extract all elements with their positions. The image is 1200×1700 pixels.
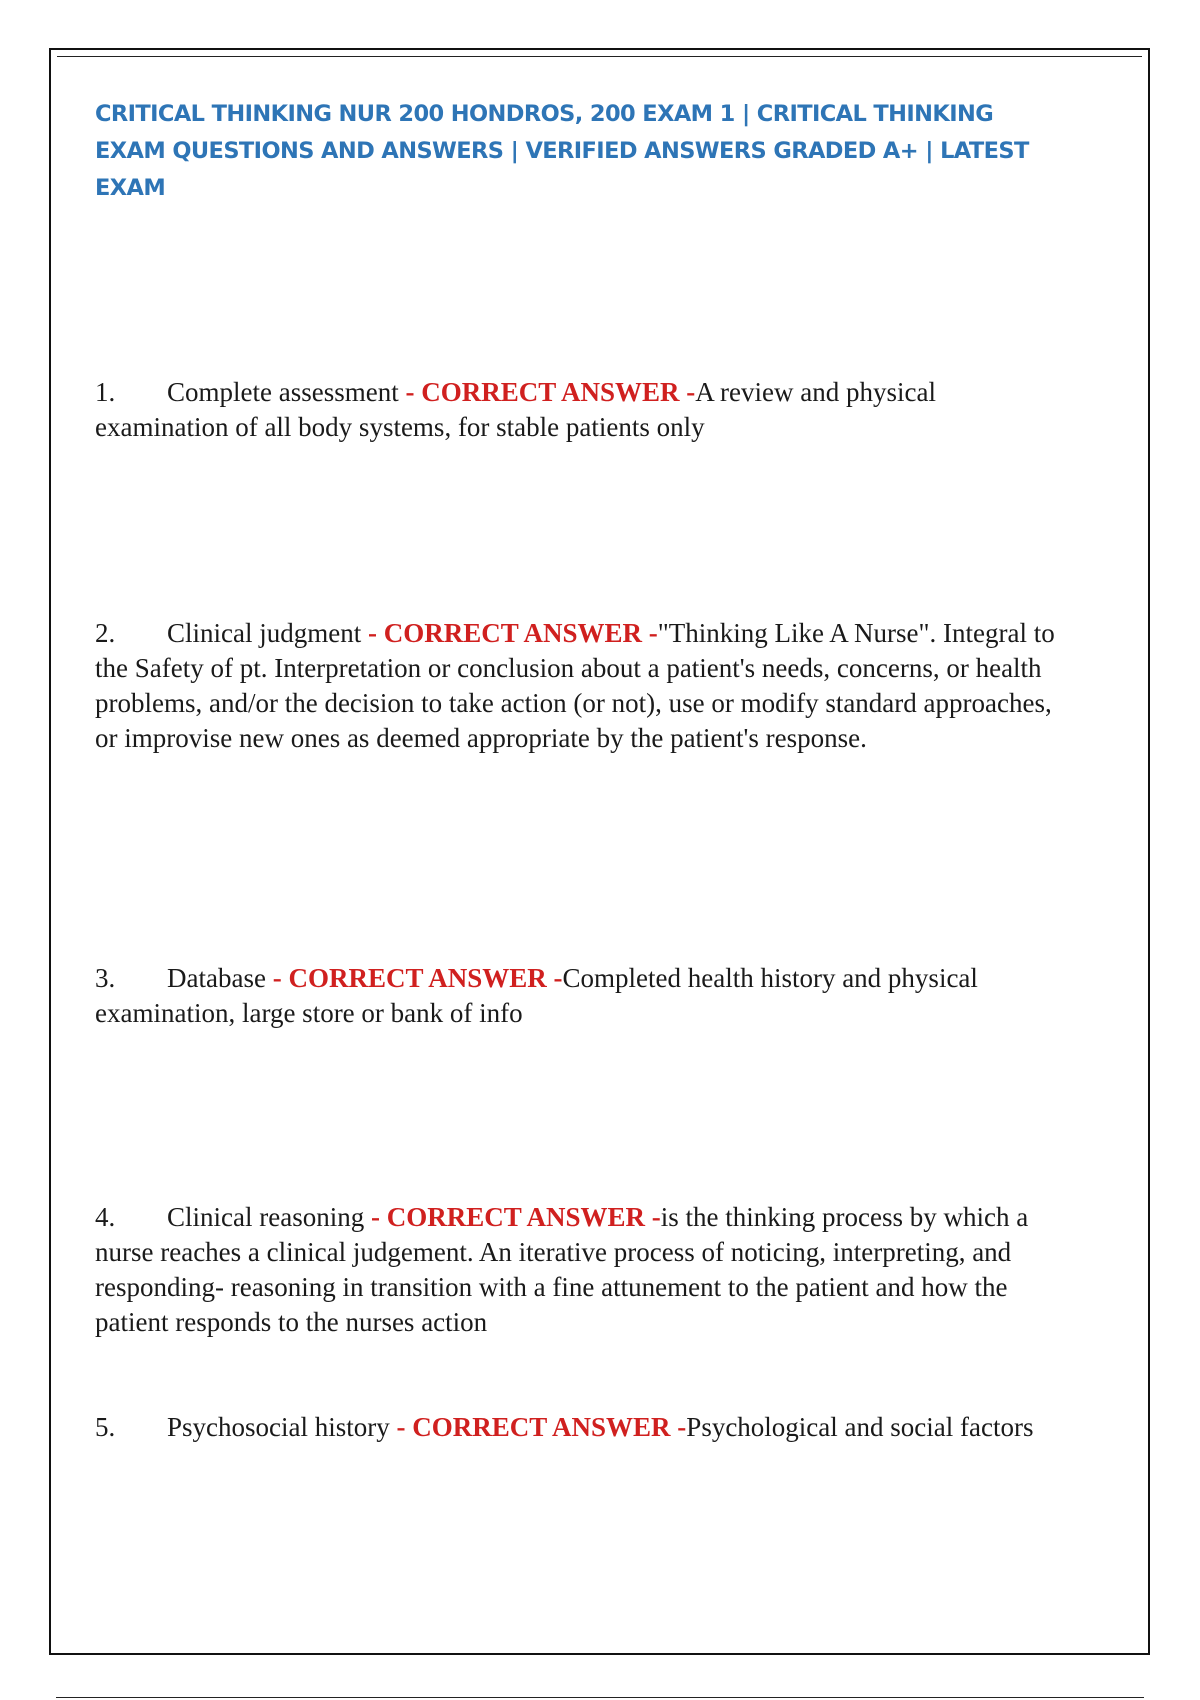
item-term: Psychosocial history — [167, 1412, 390, 1442]
qa-item — [95, 375, 1055, 445]
qa-item — [95, 1410, 1055, 1445]
item-number: 3. — [95, 963, 116, 993]
item-number: 4. — [95, 1202, 116, 1232]
qa-item — [95, 1200, 1055, 1340]
correct-answer-marker: - CORRECT ANSWER - — [272, 963, 563, 993]
item-number: 2. — [95, 618, 116, 648]
item-term: Database — [167, 963, 266, 993]
item-term: Clinical reasoning — [167, 1202, 365, 1232]
document-title: CRITICAL THINKING NUR 200 HONDROS, 200 EXAM 1 | CRITICAL THINKING EXAM QUESTIONS AND ANSWERS | VERIFIED ANSWERS GRADED A+ | LATEST EXAM — [95, 101, 1029, 201]
item-term: Complete assessment — [167, 377, 399, 407]
item-answer: "Thinking Like A Nurse". Integral to the Safety of pt. Interpretation or conclusion about a patient's needs, concerns, or health problems, and/or the decision to take action (or not), use or modify standard approaches, or improvise new ones as deemed appropriate by the patient's response. — [95, 618, 1055, 753]
item-number: 5. — [95, 1412, 116, 1442]
qa-item — [95, 961, 1055, 1031]
item-answer: is the thinking process by which a nurse reaches a clinical judgement. An iterative process of noticing, interpreting, and responding- reasoning in transition with a fine attunement to the patient and how the patient responds to the nurses action — [95, 1202, 1029, 1337]
correct-answer-marker: - CORRECT ANSWER - — [367, 618, 658, 648]
top-divider — [57, 56, 1142, 57]
item-answer: A review and physical examination of all body systems, for stable patients only — [95, 377, 936, 442]
item-term: Clinical judgment — [167, 618, 362, 648]
correct-answer-marker: - CORRECT ANSWER - — [396, 1412, 687, 1442]
bottom-divider — [56, 1697, 1144, 1698]
item-number: 1. — [95, 377, 116, 407]
item-answer: Psychological and social factors — [686, 1412, 1034, 1442]
qa-item — [95, 616, 1055, 756]
correct-answer-marker: - CORRECT ANSWER - — [405, 377, 696, 407]
correct-answer-marker: - CORRECT ANSWER - — [370, 1202, 661, 1232]
item-answer: Completed health history and physical examination, large store or bank of info — [95, 963, 978, 1028]
